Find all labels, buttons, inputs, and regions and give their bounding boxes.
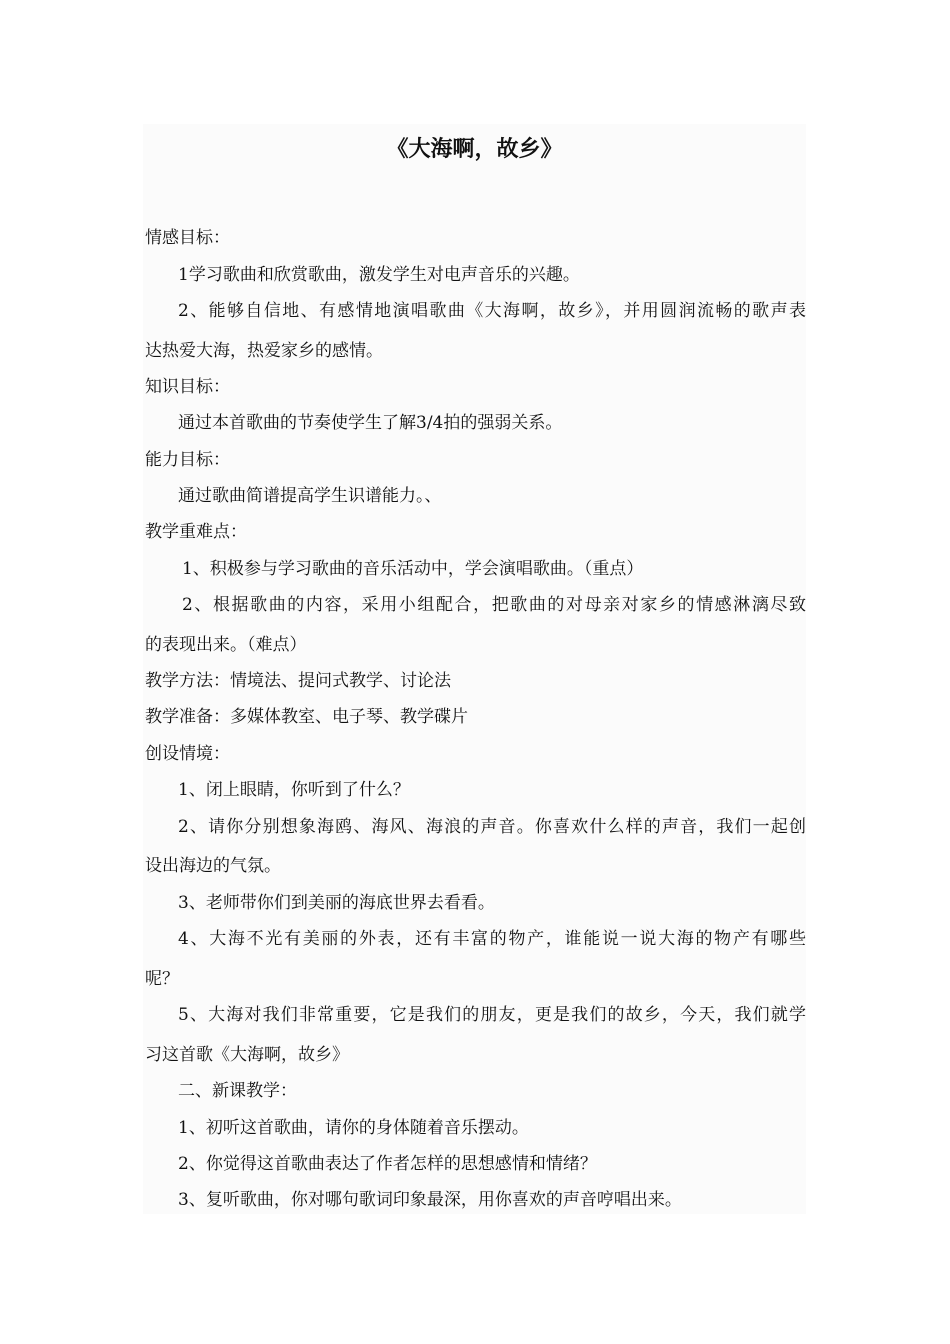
paragraph-line: 1、初听这首歌曲，请你的身体随着音乐摆动。 [178,1118,529,1138]
paragraph-line: 4、大海不光有美丽的外表，还有丰富的物产，谁能说一说大海的物产有哪些 [178,929,806,949]
paragraph-line: 设出海边的气氛。 [145,856,281,876]
paragraph-line: 2、根据歌曲的内容，采用小组配合，把歌曲的对母亲对家乡的情感淋漓尽致 [182,595,806,615]
paragraph-line: 1、闭上眼睛，你听到了什么？ [178,780,410,800]
paragraph-line: 3、老师带你们到美丽的海底世界去看看。 [178,893,495,913]
teaching-methods: 教学方法：情境法、提问式教学、讨论法 [145,671,451,691]
paragraph-line: 2、请你分别想象海鸥、海风、海浪的声音。你喜欢什么样的声音，我们一起创 [178,817,806,837]
paragraph-line: 2、能够自信地、有感情地演唱歌曲《大海啊，故乡》，并用圆润流畅的歌声表 [178,301,806,321]
heading-emotion-goals: 情感目标： [145,228,230,248]
heading-key-points: 教学重难点： [145,522,247,542]
paragraph-line: 的表现出来。（难点） [145,635,307,655]
paragraph-line: 1学习歌曲和欣赏歌曲，激发学生对电声音乐的兴趣。 [178,265,580,285]
heading-new-lesson: 二、新课教学： [178,1081,297,1101]
paragraph-line: 3、复听歌曲，你对哪句歌词印象最深，用你喜欢的声音哼唱出来。 [178,1190,682,1210]
heading-knowledge-goals: 知识目标： [145,377,230,397]
paragraph-line: 2、你觉得这首歌曲表达了作者怎样的思想感情和情绪？ [178,1154,597,1174]
teaching-preparation: 教学准备：多媒体教室、电子琴、教学碟片 [145,707,468,727]
heading-ability-goals: 能力目标： [145,450,230,470]
paragraph-line: 1、积极参与学习歌曲的音乐活动中，学会演唱歌曲。（重点） [182,559,644,579]
paragraph-line: 习这首歌《大海啊，故乡》 [145,1045,349,1065]
paragraph-line: 5、大海对我们非常重要，它是我们的朋友，更是我们的故乡，今天，我们就学 [178,1005,806,1025]
document-title: 《大海啊，故乡》 [386,137,563,162]
paragraph-line: 通过歌曲简谱提高学生识谱能力。、 [178,486,442,506]
paragraph-line: 达热爱大海，热爱家乡的感情。 [145,341,383,361]
paragraph-line: 呢？ [145,969,179,989]
paragraph-line: 通过本首歌曲的节奏使学生了解3/4拍的强弱关系。 [178,413,563,433]
heading-create-scene: 创设情境： [145,744,230,764]
